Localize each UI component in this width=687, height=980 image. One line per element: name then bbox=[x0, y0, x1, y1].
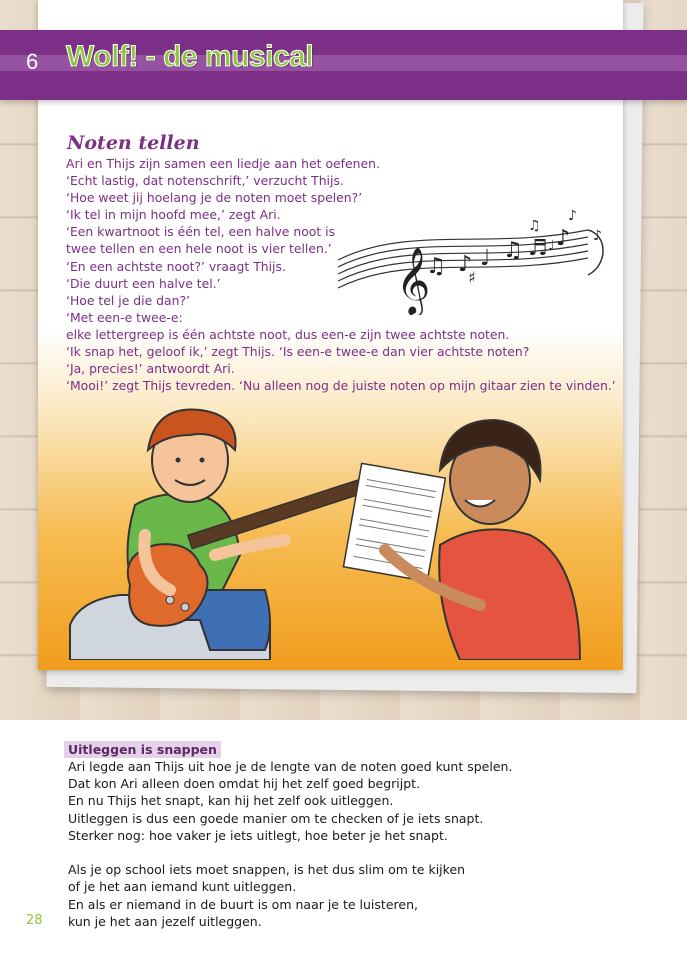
text-line: Uitleggen is dus een goede manier om te checken of je iets snapt. bbox=[68, 810, 484, 826]
text-line: En als er niemand in de buurt is om naar je te luisteren, bbox=[68, 896, 418, 912]
story-line: ‘Mooi!’ zegt Thijs tevreden. ‘Nu alleen nog de juiste noten op mijn gitaar zien te vinden.’ bbox=[66, 378, 616, 394]
story-line: ‘Echt lastig, dat notenschrift,’ verzucht Thijs. bbox=[66, 173, 344, 189]
text-line: kun je het aan jezelf uitleggen. bbox=[68, 913, 262, 929]
story-line: ‘Die duurt een halve tel.’ bbox=[66, 275, 221, 291]
story-line: ‘Ja, precies!’ antwoordt Ari. bbox=[66, 361, 235, 377]
boys-playing-guitar-illustration bbox=[40, 395, 625, 660]
note-icon: ♫ bbox=[503, 238, 523, 263]
sharp-icon: ♯ bbox=[468, 268, 476, 287]
note-icon: ♩ bbox=[480, 246, 491, 271]
floating-note-icon: ♪ bbox=[568, 208, 577, 224]
music-staff-illustration bbox=[318, 205, 618, 315]
section-heading: Uitleggen is snappen bbox=[64, 741, 221, 758]
story-line: ‘Hoe tel je die dan?’ bbox=[66, 292, 190, 308]
floating-note-icon: ♫ bbox=[528, 218, 541, 234]
chapter-number: 6 bbox=[26, 49, 39, 74]
text-line: Ari legde aan Thijs uit hoe je de lengte van de noten goed kunt spelen. bbox=[68, 759, 513, 774]
text-line: En nu Thijs het snapt, kan hij het zelf ook uitleggen. bbox=[68, 793, 394, 809]
story-line: ‘Met een-e twee-e: bbox=[66, 309, 183, 325]
chapter-title: Wolf! - de musical bbox=[66, 40, 314, 73]
note-icon: ♪ bbox=[556, 226, 571, 251]
text-line: Dat kon Ari alleen doen omdat hij het zelf goed begrijpt. bbox=[68, 776, 421, 792]
story-line: ‘Ik tel in mijn hoofd mee,’ zegt Ari. bbox=[66, 207, 281, 223]
story-line: Ari en Thijs zijn samen een liedje aan het oefenen. bbox=[66, 156, 380, 171]
story-title: Noten tellen bbox=[67, 132, 200, 154]
story-line: elke lettergreep is één achtste noot, dus een-e zijn twee achtste noten. bbox=[66, 326, 510, 342]
story-line: ‘Ik snap het, geloof ik,’ zegt Thijs. ‘Is een-e twee-e dan vier achtste noten? bbox=[66, 344, 530, 360]
text-line: of je het aan iemand kunt uitleggen. bbox=[68, 879, 297, 895]
story-line: ‘Een kwartnoot is één tel, een halve noot is bbox=[66, 224, 336, 240]
story-line: twee tellen en een hele noot is vier tellen.’ bbox=[66, 241, 332, 257]
floating-note-icon: ♪ bbox=[593, 228, 602, 244]
story-line: ‘En een achtste noot?’ vraagt Thijs. bbox=[66, 258, 286, 274]
note-icon: ♬ bbox=[528, 236, 548, 261]
blank-line bbox=[68, 844, 512, 861]
page-number: 28 bbox=[26, 913, 43, 928]
story-line: ‘Hoe weet jij hoelang je de noten moet spelen?’ bbox=[66, 190, 363, 206]
note-icon: ♫ bbox=[426, 254, 446, 279]
explanation-text bbox=[68, 758, 512, 930]
note-icon: ♪ bbox=[458, 252, 473, 277]
floating-note-icon: ♩ bbox=[548, 238, 555, 254]
text-line: Als je op school iets moet snappen, is het dus slim om te kijken bbox=[68, 862, 466, 878]
text-line: Sterker nog: hoe vaker je iets uitlegt, hoe beter je het snapt. bbox=[68, 827, 448, 843]
treble-clef-icon: 𝄞 bbox=[396, 246, 431, 314]
